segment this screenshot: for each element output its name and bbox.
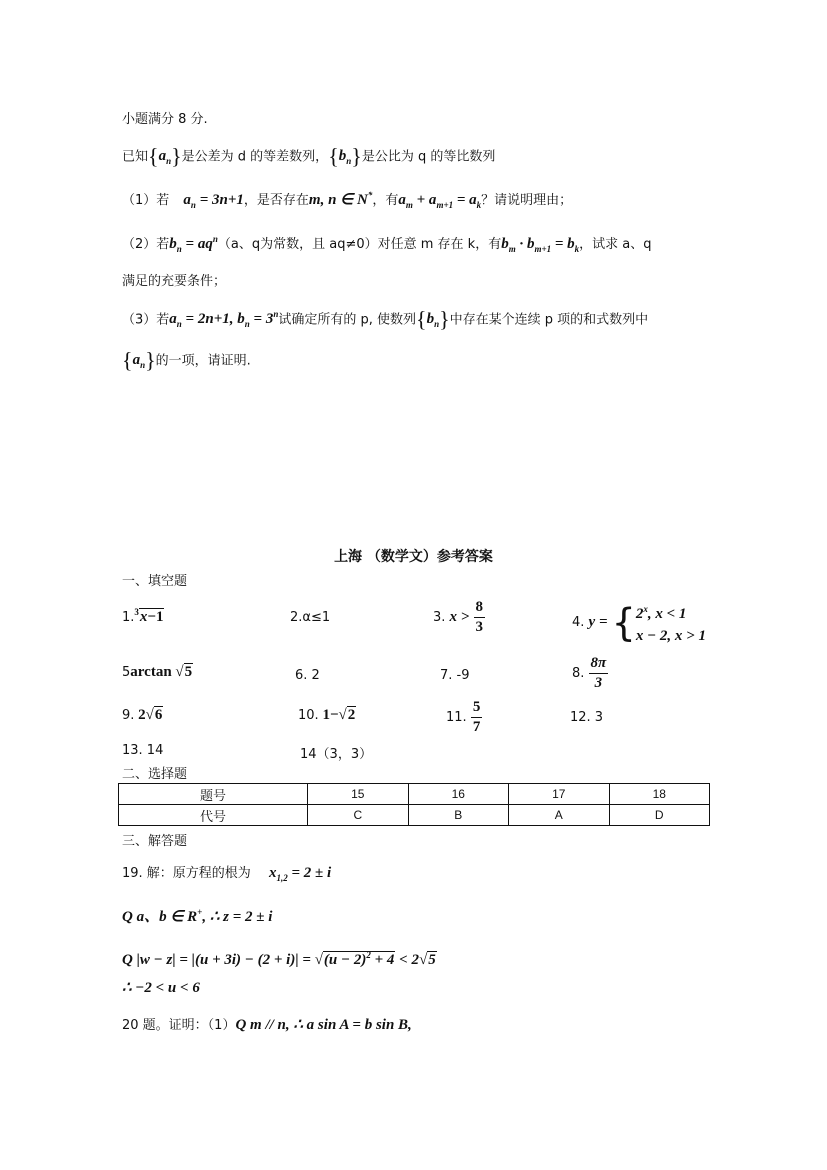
fill-answer-2: 2.α≤1	[290, 610, 331, 625]
math-arctan: arctan √5	[130, 664, 193, 680]
answers-title: 上海 （数学文）参考答案	[334, 549, 493, 565]
math-y-eq: y =	[588, 614, 608, 630]
q19-label: 19. 解：原方程的根为	[122, 866, 251, 881]
table-cell: 题号	[119, 784, 308, 805]
given-prefix: 已知	[122, 149, 149, 165]
fill-answer-13: 13. 14	[122, 743, 164, 758]
math-x-gt: x >	[449, 609, 470, 625]
table-row	[119, 784, 710, 805]
math-2sqrt6: 2√6	[134, 707, 163, 723]
table-cell: 代号	[119, 805, 308, 826]
part2-line	[122, 233, 652, 254]
fill-answer-9	[122, 707, 163, 724]
part1-label: （1）若	[122, 193, 170, 208]
fill-answer-11	[446, 700, 482, 735]
q20-line	[122, 1014, 412, 1034]
given-mid: 是公差为 d 的等差数列，	[181, 149, 329, 165]
fill-answer-3	[433, 600, 485, 635]
math-seq-b: $\{b_n\}$	[328, 144, 362, 169]
fill-answer-12: 12. 3	[570, 710, 604, 725]
fill-label-11: 11.	[446, 710, 467, 725]
part3-t1: 试确定所有的 p, 使数列	[278, 312, 417, 328]
fill-answer-5	[122, 664, 193, 681]
part2-t2: ，试求 a、q	[579, 237, 652, 252]
fill-answer-1	[122, 607, 164, 626]
part3-label: （3）若	[122, 312, 170, 328]
part3-line2	[122, 348, 251, 374]
table-cell: 15	[308, 784, 408, 805]
table-cell: B	[408, 805, 508, 826]
math-q20-step1: Q m // n, ∴ a sin A = b sin B,	[235, 1017, 412, 1033]
part3-line2-text: 的一项，请证明.	[155, 353, 251, 369]
math-seq-b-2: $\{b_n\}$	[416, 307, 450, 332]
part2-t1: （a、q为常数，且 aq≠0）对任意 m 存在 k，有	[217, 237, 502, 252]
math-q19-step2: Q $|w - z| = |(u + 3i) - (2 + i)| = √(u - 2)^2 + 4 < 2√5$	[122, 950, 436, 968]
math-cuberoot: $^3$x−1	[134, 607, 164, 625]
fill-label-10: 10.	[298, 708, 319, 723]
part1-t1: ，是否存在	[243, 193, 309, 208]
part3-line	[122, 307, 648, 333]
part3-t2: 中存在某个连续 p 项的和式数列中	[449, 312, 649, 328]
fill-label-3: 3.	[433, 610, 446, 625]
part1-t3: ？请说明理由；	[481, 193, 573, 208]
fill-answer-10	[298, 707, 356, 724]
fill-label-8: 8.	[572, 666, 585, 681]
fill-label-5: 5	[122, 665, 131, 680]
math-seq-a-2: $\{a_n\}$	[122, 348, 156, 373]
fill-answer-8	[572, 656, 608, 691]
given-line	[122, 144, 495, 170]
part1-t2: ，有	[372, 193, 399, 208]
part1-line	[122, 189, 572, 210]
table-cell: 17	[509, 784, 609, 805]
fill-answer-14: 14（3，3）	[300, 747, 373, 762]
math-part3-defs: $a_n = 2n+1$, $b_n = 3^n$	[169, 309, 279, 330]
math-frac-5-7: $\frac{5}{7}$	[472, 699, 481, 735]
fill-label-1: 1.	[122, 610, 135, 625]
part2-line2: 满足的充要条件；	[122, 274, 227, 289]
table-cell: A	[509, 805, 609, 826]
math-bn-def: $b_n = aq^n$	[169, 234, 218, 254]
math-frac-8pi-3: $\frac{8\pi}{3}$	[590, 655, 607, 691]
fill-answer-7: 7. -9	[440, 668, 470, 683]
math-q19-step3: ∴ −2 < u < 6	[122, 980, 200, 996]
math-prod-eq: $b_m \cdot b_{m+1} = b_k$	[501, 236, 580, 254]
section3-heading: 三、解答题	[122, 834, 188, 849]
intro-text: 小题满分 8 分.	[122, 112, 208, 127]
math-piecewise: {2$^x$, x < 1 x − 2, x > 1	[611, 600, 706, 645]
choice-answer-table	[118, 783, 710, 826]
fill-label-4: 4.	[572, 615, 585, 630]
table-cell: 16	[408, 784, 508, 805]
table-row	[119, 805, 710, 826]
math-seq-a: $\{a_n\}$	[148, 144, 182, 169]
fill-answer-4	[572, 598, 706, 647]
math-sum-eq: $a_m + a_{m+1} = a_k$	[398, 192, 482, 210]
math-an-def: $a_n = 3n+1$	[183, 192, 244, 210]
table-cell: C	[308, 805, 408, 826]
math-1-minus-sqrt2: 1−√2	[318, 707, 356, 723]
part2-label: （2）若	[122, 237, 170, 252]
math-q19-step1: Q a、b ∈ R+, ∴ z = 2 ± i	[122, 907, 273, 925]
section2-heading: 二、选择题	[122, 767, 188, 782]
math-roots: $x_{1,2} = 2 \pm i$	[268, 865, 332, 883]
q20-label: 20 题。证明：（1）	[122, 1018, 236, 1033]
given-end: 是公比为 q 的等比数列	[361, 149, 496, 165]
table-cell: 18	[609, 784, 710, 805]
q19-line	[122, 862, 331, 883]
math-frac-8-3: $\frac{8}{3}$	[475, 599, 483, 635]
fill-label-9: 9.	[122, 708, 135, 723]
table-cell: D	[609, 805, 710, 826]
math-mn-in-n: m, n ∈ N*	[308, 190, 373, 208]
section1-heading: 一、填空题	[122, 574, 188, 589]
fill-answer-6: 6. 2	[295, 668, 320, 683]
